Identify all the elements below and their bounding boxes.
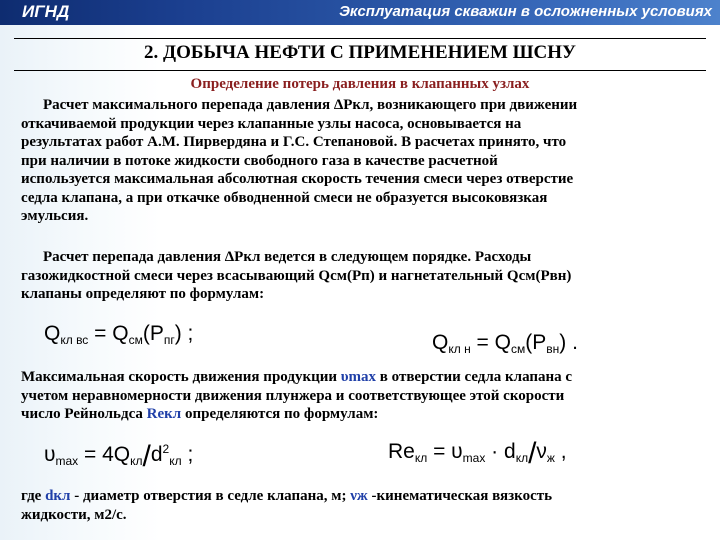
- text-line: учетом неравномерности движения плунжера и соответствующее этой скорости: [21, 387, 565, 404]
- text-line: седла клапана, а при откачке обводненной смеси не образуется высоковязкая: [21, 189, 548, 206]
- text-line: газожидкостной смеси через всасывающий Qсм(Pп) и нагнетательный Qсм(Pвн): [21, 267, 572, 284]
- paragraph-definitions: [21, 487, 693, 524]
- formula-reynolds: $Re_{кл} = \upsilon_{max} \cdot d_{кл}/\nu_ж$ ,: [388, 437, 567, 470]
- header-bar: [0, 0, 720, 25]
- paragraph-intro: [21, 96, 693, 226]
- text-line: откачиваемой продукции через клапанные узлы насоса, основывается на: [21, 115, 522, 132]
- text-line: число Рейнольдса Reкл определяются по формулам:: [21, 406, 379, 422]
- text-line: жидкости, м2/с.: [21, 506, 127, 523]
- symbol-viscosity: νж: [350, 488, 368, 504]
- fraction-slash: /: [142, 440, 151, 473]
- text-line: Расчет перепада давления ΔPкл ведется в следующем порядке. Расходы: [43, 249, 532, 265]
- text-line: используется максимальная абсолютная скорость течения смеси через отверстие: [21, 171, 574, 187]
- title-top-rule: [14, 38, 706, 39]
- formula-suction-flow: $Q_{кл вс} = Q_{см}(P_{пг})$ ;: [44, 322, 194, 347]
- symbol-diameter: dкл: [45, 488, 71, 504]
- symbol-vmax: υmax: [340, 369, 377, 385]
- text-line: клапаны определяют по формулам:: [21, 286, 265, 302]
- paragraph-flow-rates: [21, 248, 693, 304]
- text-line: Максимальная скорость движения продукции υmax в отверстии седла клапана с: [21, 369, 573, 385]
- formula-discharge-flow: $Q_{кл н} = Q_{см}(P_{вн})$ .: [432, 331, 578, 356]
- slide-subtitle: Определение потерь давления в клапанных узлах: [190, 76, 530, 92]
- text-line: эмульсия.: [21, 208, 89, 224]
- course-title: Эксплуатация скважин в осложненных условиях: [339, 3, 712, 20]
- text-line: Расчет максимального перепада давления ΔPкл, возникающего при движении: [43, 97, 578, 113]
- fraction-slash: /: [528, 437, 537, 470]
- paragraph-velocity: [21, 368, 693, 424]
- text-line: результатах работ А.М. Пирвердяна и Г.С. Степановой. В расчетах принято, что: [21, 134, 567, 150]
- formula-max-velocity: $\upsilon_{max} = 4Q_{кл}/d^2_{кл}$ ;: [44, 440, 194, 473]
- section-title: 2. ДОБЫЧА НЕФТИ С ПРИМЕНЕНИЕМ ШСНУ: [144, 42, 576, 63]
- title-bottom-rule: [14, 70, 706, 71]
- text-line: где dкл - диаметр отверстия в седле клапана, м; νж -кинематическая вязкость: [21, 488, 553, 504]
- text-line: при наличии в потоке жидкости свободного газа в качестве расчетной: [21, 152, 498, 169]
- symbol-reynolds: Reкл: [146, 406, 182, 422]
- org-name: ИГНД: [22, 2, 70, 21]
